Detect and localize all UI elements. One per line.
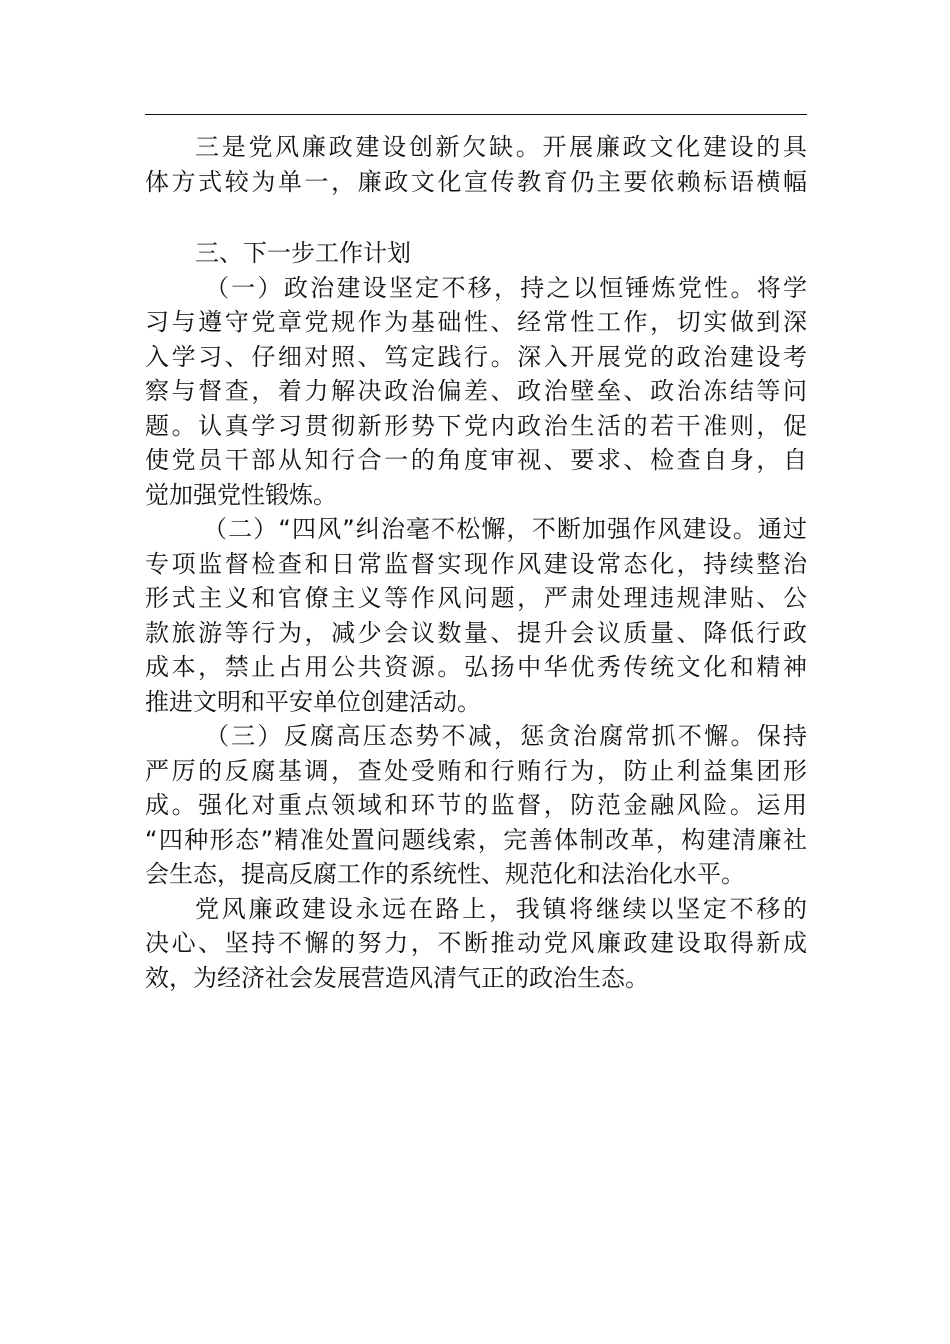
text-line: 严厉的反腐基调，查处受贿和行贿行为，防止利益集团形 <box>145 756 807 785</box>
text-line: 三是党风廉政建设创新欠缺。开展廉政文化建设的具 <box>195 133 807 161</box>
text-line: 体方式较为单一，廉政文化宣传教育仍主要依赖标语横幅 <box>145 167 807 196</box>
paragraph-weakness-3 <box>145 130 807 199</box>
text-line: 入学习、仔细对照、笃定践行。深入开展党的政治建设考 <box>145 342 807 371</box>
paragraph-plan-1 <box>145 271 807 513</box>
text-line: （一）政治建设坚定不移，持之以恒锤炼党性。将学 <box>205 273 807 302</box>
text-line: 形式主义和官僚主义等作风问题，严肃处理违规津贴、公 <box>145 584 807 612</box>
section-heading: 三、下一步工作计划 <box>195 239 411 267</box>
text-line: 题。认真学习贯彻新形势下党内政治生活的若干准则，促 <box>145 411 807 440</box>
body-text <box>145 130 807 995</box>
text-line: “四种形态”精准处置问题线索，完善体制改革，构建清廉社 <box>145 825 807 854</box>
text-line: 款旅游等行为，减少会议数量、提升会议质量、降低行政 <box>145 618 807 647</box>
text-line: 效，为经济社会发展营造风清气正的政治生态。 <box>145 963 649 992</box>
text-line: 推进文明和平安单位创建活动。 <box>145 687 481 716</box>
text-line: 使党员干部从知行合一的角度审视、要求、检查自身，自 <box>145 446 807 474</box>
text-line: 党风廉政建设永远在路上，我镇将继续以坚定不移的 <box>195 894 807 923</box>
paragraph-conclusion <box>145 892 807 996</box>
paragraph-plan-3 <box>145 719 807 892</box>
header-rule <box>145 114 807 115</box>
text-line: 觉加强党性锻炼。 <box>145 480 337 509</box>
text-line: 察与督查，着力解决政治偏差、政治壁垒、政治冻结等问 <box>145 377 807 405</box>
text-line: 决心、坚持不懈的努力，不断推动党风廉政建设取得新成 <box>145 929 807 957</box>
text-line: （二）“四风”纠治毫不松懈，不断加强作风建设。通过 <box>203 515 807 543</box>
text-line: 习与遵守党章党规作为基础性、经常性工作，切实做到深 <box>145 308 807 336</box>
text-line: （三）反腐高压态势不减，惩贪治腐常抓不懈。保持 <box>205 722 807 750</box>
text-line: 会生态，提高反腐工作的系统性、规范化和法治化水平。 <box>145 860 745 888</box>
text-line: 成。强化对重点领域和环节的监督，防范金融风险。运用 <box>145 791 807 819</box>
text-line: 成本，禁止占用公共资源。弘扬中华优秀传统文化和精神 <box>145 653 807 681</box>
paragraph-plan-2 <box>145 512 807 719</box>
paragraph-gap <box>145 199 807 236</box>
text-line: 专项监督检查和日常监督实现作风建设常态化，持续整治 <box>145 549 807 578</box>
